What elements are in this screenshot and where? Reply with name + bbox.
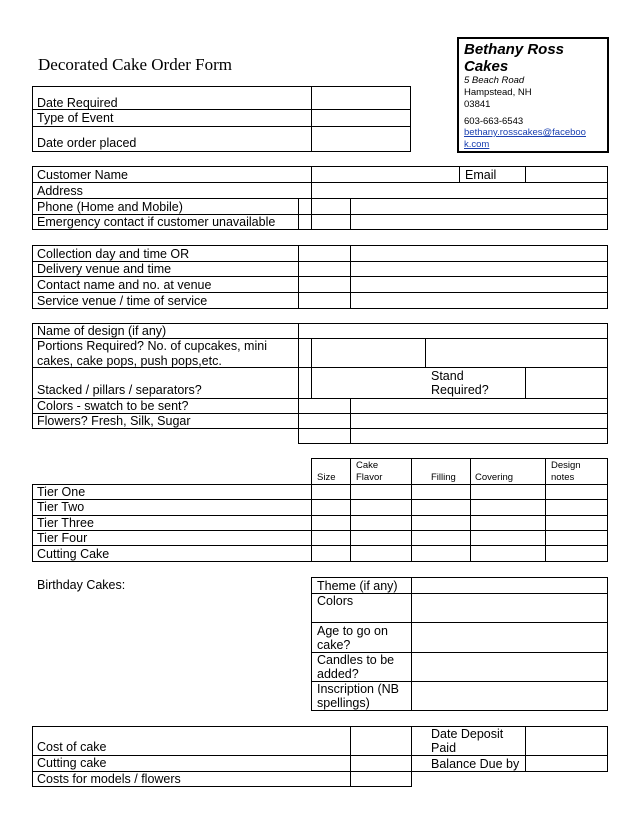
- date-required-label: Date Required: [37, 96, 118, 110]
- customer-name-label: Customer Name: [37, 168, 128, 182]
- tier-row-label: Tier One: [37, 485, 86, 499]
- age-label-line1: Age to go on: [317, 624, 388, 638]
- business-zip: 03841: [464, 99, 491, 110]
- stand-required-label-line2: Required?: [431, 383, 489, 397]
- phone-label: Phone (Home and Mobile): [37, 200, 183, 214]
- candles-label-line2: added?: [317, 667, 359, 681]
- portions-label-line2: cakes, cake pops, push pops,etc.: [37, 354, 222, 368]
- tier-row-label: Tier Four: [37, 531, 88, 545]
- portions-label-line1: Portions Required? No. of cupcakes, mini: [37, 339, 267, 353]
- name-of-design-label: Name of design (if any): [37, 324, 167, 338]
- business-link-line2[interactable]: k.com: [464, 139, 490, 150]
- filling-header: Filling: [431, 472, 456, 483]
- inscription-label-line1: Inscription (NB: [317, 682, 399, 696]
- type-of-event-label: Type of Event: [37, 111, 114, 125]
- balance-due-label: Balance Due by: [431, 757, 520, 771]
- date-order-placed-label: Date order placed: [37, 136, 137, 150]
- address-label: Address: [37, 184, 83, 198]
- inscription-label-line2: spellings): [317, 696, 370, 710]
- design-notes-header-line1: Design: [551, 460, 581, 471]
- business-info-box: [457, 37, 609, 153]
- theme-label: Theme (if any): [317, 579, 398, 593]
- delivery-venue-label: Delivery venue and time: [37, 262, 172, 276]
- models-flowers-cost-label: Costs for models / flowers: [37, 772, 181, 786]
- birthday-cakes-label: Birthday Cakes:: [37, 578, 126, 592]
- business-phone: 603-663-6543: [464, 116, 524, 127]
- colors-label: Colors: [317, 594, 354, 608]
- flowers-label: Flowers? Fresh, Silk, Sugar: [37, 414, 191, 428]
- stand-required-label-line1: Stand: [431, 369, 464, 383]
- cake-flavor-header-line1: Cake: [356, 460, 379, 471]
- covering-header: Covering: [475, 472, 514, 483]
- tier-row-label: Tier Two: [37, 500, 85, 514]
- business-town: Hampstead, NH: [464, 87, 532, 98]
- email-label: Email: [465, 168, 497, 182]
- tier-row-label: Cutting Cake: [37, 547, 110, 561]
- age-label-line2: cake?: [317, 638, 351, 652]
- collection-day-label: Collection day and time OR: [37, 247, 190, 261]
- business-name-line2: Cakes: [464, 58, 509, 75]
- emergency-contact-label: Emergency contact if customer unavailable: [37, 215, 276, 229]
- business-street: 5 Beach Road: [464, 75, 525, 86]
- size-header: Size: [317, 472, 336, 483]
- business-link-line1[interactable]: bethany.rosscakes@faceboo: [464, 127, 586, 138]
- candles-label-line1: Candles to be: [317, 653, 395, 667]
- date-deposit-label-line1: Date Deposit: [431, 727, 504, 741]
- contact-name-label: Contact name and no. at venue: [37, 278, 212, 292]
- form-title: Decorated Cake Order Form: [38, 55, 233, 74]
- business-name-line1: Bethany Ross: [464, 41, 565, 58]
- date-deposit-label-line2: Paid: [431, 741, 457, 755]
- design-notes-header-line2: notes: [551, 472, 575, 483]
- colors-swatch-label: Colors - swatch to be sent?: [37, 399, 189, 413]
- stacked-label: Stacked / pillars / separators?: [37, 383, 202, 397]
- cake-flavor-header-line2: Flavor: [356, 472, 383, 483]
- cost-of-cake-label: Cost of cake: [37, 740, 107, 754]
- cutting-cake-cost-label: Cutting cake: [37, 756, 107, 770]
- tier-row-label: Tier Three: [37, 516, 94, 530]
- service-venue-label: Service venue / time of service: [37, 294, 208, 308]
